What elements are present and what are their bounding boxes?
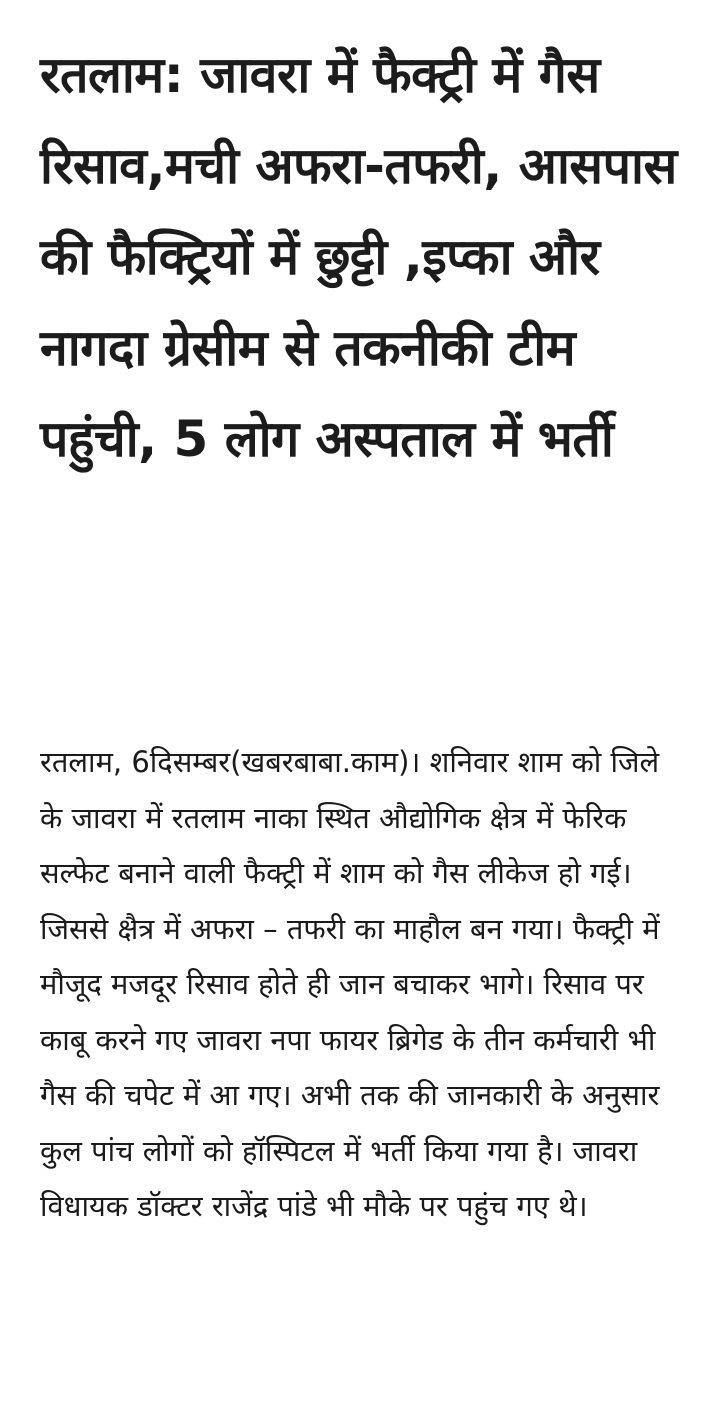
article xyxy=(40,30,690,485)
article-body: रतलाम, 6दिसम्बर(खबरबाबा.काम)। शनिवार शाम को जिले के जावरा में रतलाम नाका स्थित औद्योगिक क्षेत्र में फेरिक सल्फेट बनाने वाली फैक्ट्री में शाम को गैस लीकेज हो गई। जिससे क्षैत्र में अफरा – तफरी का माहौल बन गया। फैक्ट्री में मौजूद मजदूर रिसाव होते ही जान बचाकर भागे। रिसाव पर काबू करने गए जावरा नपा फायर ब्रिगेड के तीन कर्मचारी भी गैस की चपेट में आ गए। अभी तक की जानकारी के अनुसार कुल पांच लोगों को हॉस्पिटल में भर्ती किया गया है। जावरा विधायक डॉक्टर राजेंद्र पांडे भी मौके पर पहुंच गए थे। xyxy=(40,745,660,1223)
article-headline: रतलाम: जावरा में फैक्ट्री में गैस रिसाव,मची अफरा-तफरी, आसपास की फैक्ट्रियों में छुट्टी ,इप्का और नागदा ग्रेसीम से तकनीकी टीम पहुंची, 5 लोग अस्पताल में भर्ती xyxy=(40,46,677,468)
